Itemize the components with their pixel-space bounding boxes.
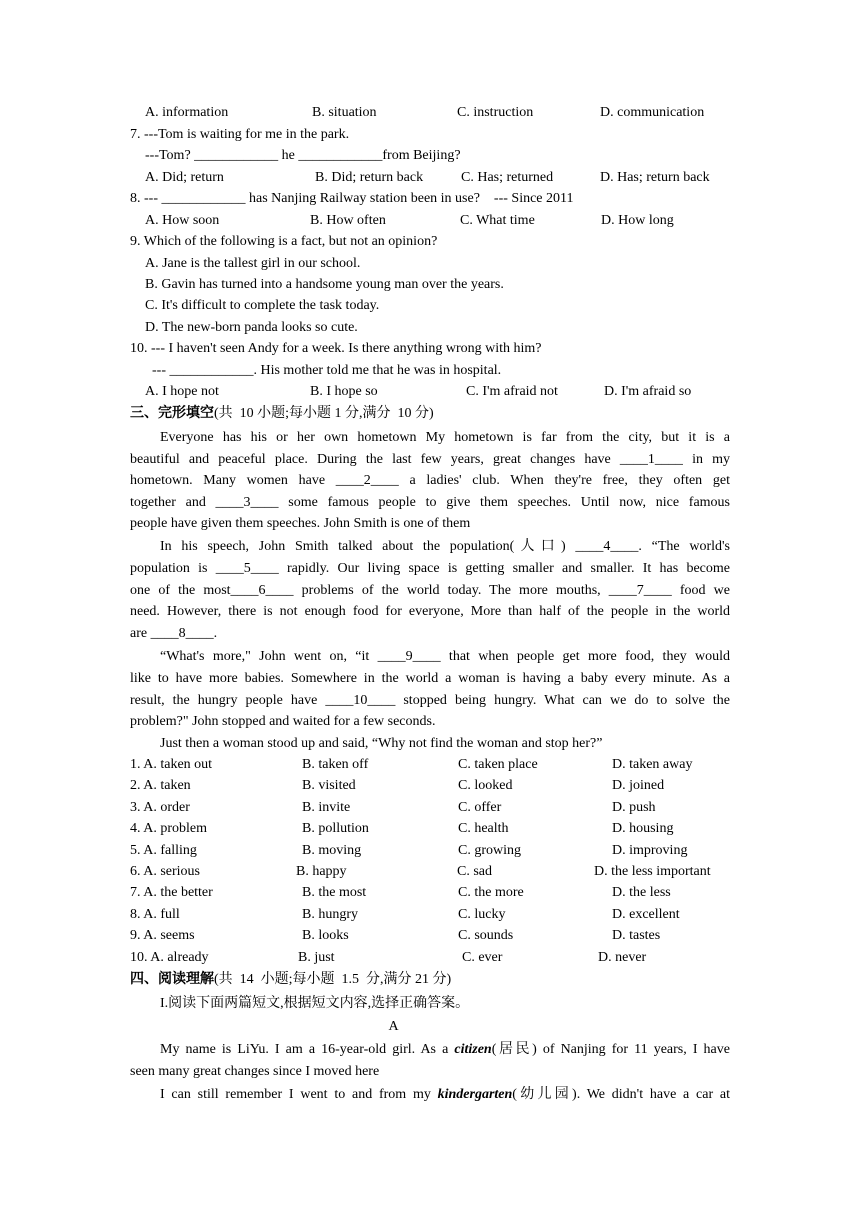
cloze-q8-option-d: D. excellent bbox=[612, 906, 680, 922]
cloze-line-10: are ____8____. bbox=[130, 626, 218, 641]
cloze-line-7: population is ____5____ rapidly. Our living space is getting smaller and smaller. It has become bbox=[130, 561, 730, 576]
cloze-line-9: need. However, there is not enough food for everyone, More than half of the people in the world bbox=[130, 604, 730, 619]
reading-instruction: I.阅读下面两篇短文,根据短文内容,选择正确答案。 bbox=[160, 996, 470, 1011]
cloze-q1-option-a: 1. A. taken out bbox=[130, 757, 213, 772]
cloze-q5-option-c: C. growing bbox=[458, 842, 521, 858]
keyword-citizen: citizen bbox=[454, 1042, 492, 1057]
cloze-q1-option-c: C. taken place bbox=[458, 757, 538, 772]
cloze-line-15: Just then a woman stood up and said, “Why not find the woman and stop her?” bbox=[160, 736, 603, 751]
cloze-line-12: like to have more babies. Somewhere in the world a woman is having a baby every minute. As a bbox=[130, 671, 730, 686]
keyword-kindergarten: kindergarten bbox=[437, 1087, 513, 1102]
q10-stem: 10. --- I haven't seen Andy for a week. Is there anything wrong with him? bbox=[130, 341, 542, 356]
q6-option-a: A. information bbox=[145, 105, 229, 120]
cloze-q3-option-b: B. invite bbox=[302, 799, 351, 815]
q8-option-c: C. What time bbox=[460, 213, 535, 228]
reading-line-3-text-b: (幼儿园). We didn't have a car at bbox=[512, 1087, 730, 1102]
q10-option-a: A. I hope not bbox=[145, 384, 219, 399]
q9-option-a: A. Jane is the tallest girl in our school. bbox=[145, 256, 361, 271]
q10-option-b: B. I hope so bbox=[310, 384, 378, 399]
cloze-line-2: beautiful and peaceful place. During the last few years, great changes have ____1____ in my bbox=[130, 452, 730, 467]
cloze-line-13: result, the hungry people have ____10____ stopped being hungry. What can we do to solve the bbox=[130, 693, 730, 708]
section3-scoring: (共 10 小题;每小题 1 分,满分 10 分) bbox=[214, 406, 434, 421]
cloze-line-4: together and ____3____ some famous people to give them speeches. Until now, nice famous bbox=[130, 495, 730, 510]
cloze-q2-option-d: D. joined bbox=[612, 778, 665, 794]
cloze-q6-option-c: C. sad bbox=[457, 864, 492, 879]
q8-stem: 8. --- ____________ has Nanjing Railway station been in use? --- Since 2011 bbox=[130, 191, 574, 206]
section4-title: 四、阅读理解 bbox=[130, 972, 214, 987]
q10-option-c: C. I'm afraid not bbox=[466, 384, 558, 399]
cloze-q5-option-d: D. improving bbox=[612, 842, 688, 858]
cloze-line-6: In his speech, John Smith talked about the population(人口) ____4____. “The world's bbox=[160, 539, 730, 554]
reading-line-1-text-a: My name is LiYu. I am a 16-year-old girl. As a bbox=[160, 1042, 455, 1057]
q7-dialogue: ---Tom? ____________ he ____________from Beijing? bbox=[145, 148, 461, 163]
cloze-q6-option-b: B. happy bbox=[296, 864, 347, 879]
cloze-line-3: hometown. Many women have ____2____ a ladies' club. When they're free, they often get bbox=[130, 473, 730, 488]
section3-title: 三、完形填空 bbox=[130, 406, 214, 421]
cloze-q7-option-a: 7. A. the better bbox=[130, 885, 213, 901]
cloze-q5-option-a: 5. A. falling bbox=[130, 842, 197, 858]
passage-label: A bbox=[388, 1019, 399, 1034]
cloze-q3-option-d: D. push bbox=[612, 799, 656, 815]
q7-option-b: B. Did; return back bbox=[315, 170, 424, 185]
cloze-q10-option-a: 10. A. already bbox=[130, 949, 209, 965]
q7-option-c: C. Has; returned bbox=[461, 170, 554, 185]
cloze-q8-option-b: B. hungry bbox=[302, 906, 358, 922]
cloze-q6-option-d: D. the less important bbox=[594, 864, 711, 879]
cloze-q4-option-d: D. housing bbox=[612, 821, 674, 837]
cloze-q7-option-c: C. the more bbox=[458, 885, 524, 901]
cloze-q7-option-b: B. the most bbox=[302, 885, 367, 901]
reading-line-3 bbox=[160, 1085, 730, 1105]
q6-option-c: C. instruction bbox=[457, 105, 534, 120]
q9-stem: 9. Which of the following is a fact, but not an opinion? bbox=[130, 234, 438, 249]
q9-option-d: D. The new-born panda looks so cute. bbox=[145, 320, 358, 335]
cloze-q4-option-a: 4. A. problem bbox=[130, 821, 207, 837]
reading-line-2: seen many great changes since I moved here bbox=[130, 1064, 380, 1079]
section4-scoring: (共 14 小题;每小题 1.5 分,满分 21 分) bbox=[214, 972, 452, 987]
cloze-q9-option-c: C. sounds bbox=[458, 928, 514, 944]
cloze-q4-option-b: B. pollution bbox=[302, 821, 369, 837]
cloze-q7-option-d: D. the less bbox=[612, 885, 671, 901]
cloze-q1-option-b: B. taken off bbox=[302, 757, 369, 772]
cloze-q10-option-b: B. just bbox=[298, 949, 335, 965]
cloze-line-5: people have given them speeches. John Smith is one of them bbox=[130, 516, 471, 531]
cloze-q3-option-c: C. offer bbox=[458, 799, 502, 815]
q10-option-d: D. I'm afraid so bbox=[604, 384, 692, 399]
cloze-line-8: one of the most____6____ problems of the world today. The more mouths, ____7____ food we bbox=[130, 583, 730, 598]
cloze-q2-option-c: C. looked bbox=[458, 778, 513, 794]
reading-line-1-text-b: (居民) of Nanjing for 11 years, I have bbox=[491, 1042, 730, 1057]
cloze-q6-option-a: 6. A. serious bbox=[130, 864, 200, 879]
q8-option-b: B. How often bbox=[310, 213, 386, 228]
section4-heading bbox=[130, 970, 730, 990]
cloze-line-14: problem?" John stopped and waited for a few seconds. bbox=[130, 714, 436, 729]
q9-option-c: C. It's difficult to complete the task today. bbox=[145, 298, 380, 313]
reading-line-1 bbox=[160, 1040, 730, 1060]
cloze-q3-option-a: 3. A. order bbox=[130, 799, 190, 815]
cloze-q8-option-a: 8. A. full bbox=[130, 906, 180, 922]
cloze-q1-option-d: D. taken away bbox=[612, 757, 693, 772]
q8-option-a: A. How soon bbox=[145, 213, 220, 228]
cloze-q5-option-b: B. moving bbox=[302, 842, 362, 858]
q7-option-d: D. Has; return back bbox=[600, 170, 710, 185]
reading-line-3-text-a: I can still remember I went to and from my bbox=[160, 1087, 438, 1102]
q8-option-d: D. How long bbox=[601, 213, 674, 228]
cloze-q8-option-c: C. lucky bbox=[458, 906, 506, 922]
cloze-line-1: Everyone has his or her own hometown My hometown is far from the city, but it is a bbox=[160, 430, 730, 445]
q10-dialogue: --- ____________. His mother told me that he was in hospital. bbox=[152, 363, 502, 378]
cloze-line-11: “What's more," John went on, “it ____9____ that when people get more food, they would bbox=[160, 649, 730, 664]
q9-option-b: B. Gavin has turned into a handsome young man over the years. bbox=[145, 277, 504, 292]
cloze-q9-option-d: D. tastes bbox=[612, 928, 661, 944]
q7-option-a: A. Did; return bbox=[145, 170, 224, 185]
section3-heading bbox=[130, 404, 730, 424]
cloze-q4-option-c: C. health bbox=[458, 821, 509, 837]
q6-option-b: B. situation bbox=[312, 105, 377, 120]
cloze-q9-option-a: 9. A. seems bbox=[130, 928, 195, 944]
cloze-q2-option-b: B. visited bbox=[302, 778, 356, 794]
cloze-q2-option-a: 2. A. taken bbox=[130, 778, 191, 794]
cloze-q9-option-b: B. looks bbox=[302, 928, 349, 944]
cloze-q10-option-d: D. never bbox=[598, 949, 647, 965]
q7-stem: 7. ---Tom is waiting for me in the park. bbox=[130, 127, 350, 142]
q6-option-d: D. communication bbox=[600, 105, 705, 120]
cloze-q10-option-c: C. ever bbox=[462, 949, 503, 965]
